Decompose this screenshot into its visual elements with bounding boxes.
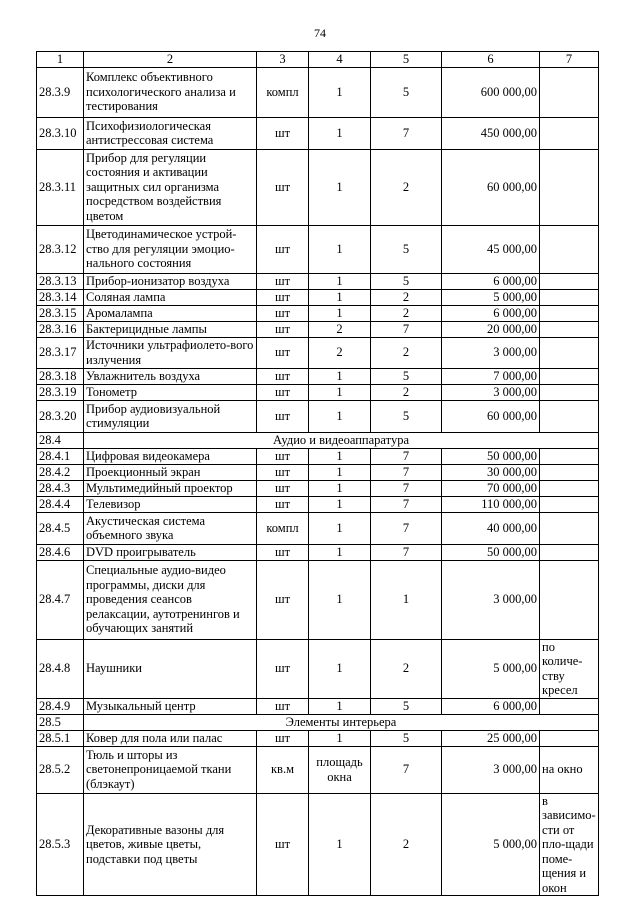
cell-item-name: Тюль и шторы из светонепроницаемой ткани (блэкаут) (84, 746, 257, 793)
cell-unit: шт (257, 289, 309, 305)
cell-quantity: 1 (309, 512, 371, 544)
cell-unit: шт (257, 225, 309, 273)
cell-unit: шт (257, 305, 309, 321)
table-row (37, 305, 599, 321)
cell-item-number: 28.4.5 (37, 512, 84, 544)
cell-item-number: 28.4.4 (37, 496, 84, 512)
table-row (37, 639, 599, 698)
cell-item-name: Увлажнитель воздуха (84, 368, 257, 384)
cell-quantity: 1 (309, 305, 371, 321)
cell-quantity: 1 (309, 67, 371, 117)
cell-note (540, 560, 599, 639)
cell-item-number: 28.3.16 (37, 321, 84, 337)
table-row (37, 321, 599, 337)
cell-unit: шт (257, 321, 309, 337)
table-row (37, 273, 599, 289)
section-title: Аудио и видеоаппаратура (84, 432, 599, 448)
cell-quantity: площадь окна (309, 746, 371, 793)
cell-item-number: 28.4.9 (37, 698, 84, 714)
table-header-row (37, 52, 599, 68)
column-header: 1 (37, 52, 84, 68)
cell-price: 5 000,00 (442, 639, 540, 698)
table-row (37, 225, 599, 273)
cell-service-life: 7 (371, 746, 442, 793)
section-row (37, 432, 599, 448)
cell-price: 3 000,00 (442, 746, 540, 793)
cell-item-name: Цветодинамическое устрой-ство для регуляции эмоцио-нального состояния (84, 225, 257, 273)
section-number: 28.4 (37, 432, 84, 448)
cell-note (540, 149, 599, 225)
cell-unit: шт (257, 698, 309, 714)
cell-price: 3 000,00 (442, 560, 540, 639)
table-row (37, 117, 599, 149)
cell-note: на окно (540, 746, 599, 793)
cell-price: 7 000,00 (442, 368, 540, 384)
cell-note (540, 448, 599, 464)
cell-price: 70 000,00 (442, 480, 540, 496)
table-row (37, 544, 599, 560)
cell-unit: шт (257, 560, 309, 639)
cell-item-number: 28.5.2 (37, 746, 84, 793)
cell-price: 6 000,00 (442, 305, 540, 321)
cell-note (540, 464, 599, 480)
cell-price: 50 000,00 (442, 448, 540, 464)
cell-quantity: 1 (309, 117, 371, 149)
cell-unit: шт (257, 730, 309, 746)
cell-item-name: Соляная лампа (84, 289, 257, 305)
cell-price: 3 000,00 (442, 337, 540, 368)
cell-item-name: Прибор аудиовизуальной стимуляции (84, 400, 257, 432)
cell-service-life: 5 (371, 67, 442, 117)
cell-note (540, 496, 599, 512)
table-row (37, 560, 599, 639)
table-row (37, 448, 599, 464)
cell-unit: шт (257, 496, 309, 512)
cell-item-number: 28.3.12 (37, 225, 84, 273)
cell-service-life: 7 (371, 117, 442, 149)
cell-item-number: 28.3.9 (37, 67, 84, 117)
cell-note (540, 337, 599, 368)
cell-unit: шт (257, 448, 309, 464)
cell-service-life: 5 (371, 730, 442, 746)
cell-note (540, 289, 599, 305)
cell-item-number: 28.3.10 (37, 117, 84, 149)
cell-price: 450 000,00 (442, 117, 540, 149)
cell-service-life: 7 (371, 480, 442, 496)
cell-unit: шт (257, 793, 309, 896)
cell-service-life: 5 (371, 698, 442, 714)
table-row (37, 149, 599, 225)
cell-item-number: 28.5.1 (37, 730, 84, 746)
section-number: 28.5 (37, 714, 84, 730)
table-row (37, 480, 599, 496)
column-header: 7 (540, 52, 599, 68)
column-header: 2 (84, 52, 257, 68)
cell-quantity: 1 (309, 225, 371, 273)
cell-service-life: 5 (371, 273, 442, 289)
table-row (37, 730, 599, 746)
cell-item-name: Цифровая видеокамера (84, 448, 257, 464)
table-row (37, 512, 599, 544)
cell-service-life: 7 (371, 512, 442, 544)
cell-unit: шт (257, 464, 309, 480)
cell-item-name: Тонометр (84, 384, 257, 400)
cell-quantity: 1 (309, 464, 371, 480)
cell-service-life: 7 (371, 496, 442, 512)
cell-item-name: Специальные аудио-видео программы, диски для проведения сеансов релаксации, аутотренингов и обучающих занятий (84, 560, 257, 639)
cell-item-number: 28.3.11 (37, 149, 84, 225)
cell-note (540, 400, 599, 432)
cell-item-number: 28.4.1 (37, 448, 84, 464)
cell-quantity: 1 (309, 639, 371, 698)
cell-service-life: 5 (371, 225, 442, 273)
page-number: 74 (314, 26, 326, 40)
cell-quantity: 1 (309, 448, 371, 464)
cell-item-name: Аромалампа (84, 305, 257, 321)
column-header: 4 (309, 52, 371, 68)
table-row (37, 496, 599, 512)
cell-note (540, 117, 599, 149)
cell-quantity: 1 (309, 384, 371, 400)
cell-unit: шт (257, 337, 309, 368)
cell-item-number: 28.3.20 (37, 400, 84, 432)
cell-quantity: 1 (309, 560, 371, 639)
cell-item-number: 28.4.3 (37, 480, 84, 496)
cell-service-life: 5 (371, 400, 442, 432)
cell-price: 6 000,00 (442, 698, 540, 714)
cell-note: по количе-ству кресел (540, 639, 599, 698)
cell-service-life: 2 (371, 149, 442, 225)
cell-price: 60 000,00 (442, 400, 540, 432)
cell-quantity: 1 (309, 400, 371, 432)
cell-note (540, 305, 599, 321)
cell-note (540, 321, 599, 337)
cell-item-name: Комплекс объективного психологического анализа и тестирования (84, 67, 257, 117)
cell-item-name: Мультимедийный проектор (84, 480, 257, 496)
cell-item-number: 28.4.7 (37, 560, 84, 639)
cell-unit: шт (257, 400, 309, 432)
cell-price: 20 000,00 (442, 321, 540, 337)
cell-quantity: 1 (309, 289, 371, 305)
cell-note: в зависимо-сти от пло-щади поме-щения и окон (540, 793, 599, 896)
table-row (37, 67, 599, 117)
cell-service-life: 2 (371, 337, 442, 368)
cell-note (540, 67, 599, 117)
column-header: 3 (257, 52, 309, 68)
table-body (37, 52, 599, 896)
cell-service-life: 2 (371, 384, 442, 400)
cell-item-number: 28.5.3 (37, 793, 84, 896)
cell-item-number: 28.3.19 (37, 384, 84, 400)
cell-quantity: 1 (309, 730, 371, 746)
cell-quantity: 2 (309, 321, 371, 337)
table-row (37, 464, 599, 480)
cell-service-life: 7 (371, 448, 442, 464)
cell-item-name: DVD проигрыватель (84, 544, 257, 560)
cell-price: 6 000,00 (442, 273, 540, 289)
cell-quantity: 1 (309, 273, 371, 289)
cell-price: 600 000,00 (442, 67, 540, 117)
table-row (37, 793, 599, 896)
cell-price: 110 000,00 (442, 496, 540, 512)
cell-unit: компл (257, 512, 309, 544)
cell-note (540, 273, 599, 289)
cell-note (540, 730, 599, 746)
cell-price: 45 000,00 (442, 225, 540, 273)
cell-price: 3 000,00 (442, 384, 540, 400)
table-row (37, 289, 599, 305)
cell-price: 5 000,00 (442, 289, 540, 305)
cell-item-name: Бактерицидные лампы (84, 321, 257, 337)
cell-note (540, 512, 599, 544)
cell-unit: шт (257, 480, 309, 496)
table-row (37, 384, 599, 400)
cell-item-name: Акустическая система объемного звука (84, 512, 257, 544)
column-header: 5 (371, 52, 442, 68)
table-row (37, 746, 599, 793)
cell-note (540, 544, 599, 560)
cell-price: 5 000,00 (442, 793, 540, 896)
cell-service-life: 1 (371, 560, 442, 639)
cell-note (540, 384, 599, 400)
cell-quantity: 1 (309, 149, 371, 225)
cell-item-number: 28.3.15 (37, 305, 84, 321)
cell-quantity: 1 (309, 368, 371, 384)
cell-item-name: Проекционный экран (84, 464, 257, 480)
cell-quantity: 1 (309, 698, 371, 714)
column-header: 6 (442, 52, 540, 68)
cell-item-number: 28.4.6 (37, 544, 84, 560)
cell-note (540, 698, 599, 714)
cell-unit: шт (257, 544, 309, 560)
cell-service-life: 5 (371, 368, 442, 384)
cell-quantity: 1 (309, 544, 371, 560)
cell-service-life: 7 (371, 321, 442, 337)
cell-quantity: 2 (309, 337, 371, 368)
cell-note (540, 480, 599, 496)
cell-service-life: 7 (371, 464, 442, 480)
section-row (37, 714, 599, 730)
cell-quantity: 1 (309, 480, 371, 496)
cell-unit: компл (257, 67, 309, 117)
cell-item-name: Ковер для пола или палас (84, 730, 257, 746)
cell-item-number: 28.3.17 (37, 337, 84, 368)
cell-unit: шт (257, 273, 309, 289)
cell-price: 30 000,00 (442, 464, 540, 480)
cell-service-life: 7 (371, 544, 442, 560)
cell-service-life: 2 (371, 639, 442, 698)
cell-service-life: 2 (371, 289, 442, 305)
cell-unit: шт (257, 368, 309, 384)
equipment-table (36, 51, 599, 896)
table-row (37, 337, 599, 368)
cell-price: 50 000,00 (442, 544, 540, 560)
cell-service-life: 2 (371, 793, 442, 896)
table-row (37, 698, 599, 714)
cell-unit: кв.м (257, 746, 309, 793)
cell-item-name: Телевизор (84, 496, 257, 512)
cell-item-number: 28.3.14 (37, 289, 84, 305)
table-row (37, 400, 599, 432)
cell-item-number: 28.3.13 (37, 273, 84, 289)
cell-item-name: Наушники (84, 639, 257, 698)
cell-unit: шт (257, 117, 309, 149)
cell-unit: шт (257, 639, 309, 698)
cell-item-number: 28.3.18 (37, 368, 84, 384)
cell-item-name: Психофизиологическая антистрессовая система (84, 117, 257, 149)
section-title: Элементы интерьера (84, 714, 599, 730)
cell-unit: шт (257, 384, 309, 400)
cell-price: 60 000,00 (442, 149, 540, 225)
cell-quantity: 1 (309, 793, 371, 896)
table-row (37, 368, 599, 384)
cell-quantity: 1 (309, 496, 371, 512)
cell-item-name: Прибор для регуляции состояния и активации защитных сил организма посредством воздействия цветом (84, 149, 257, 225)
cell-item-name: Декоративные вазоны для цветов, живые цветы, подставки под цветы (84, 793, 257, 896)
cell-unit: шт (257, 149, 309, 225)
cell-price: 40 000,00 (442, 512, 540, 544)
cell-item-name: Музыкальный центр (84, 698, 257, 714)
cell-note (540, 368, 599, 384)
cell-price: 25 000,00 (442, 730, 540, 746)
cell-item-name: Источники ультрафиолето-вого излучения (84, 337, 257, 368)
cell-item-name: Прибор-ионизатор воздуха (84, 273, 257, 289)
cell-item-number: 28.4.8 (37, 639, 84, 698)
cell-service-life: 2 (371, 305, 442, 321)
cell-item-number: 28.4.2 (37, 464, 84, 480)
cell-note (540, 225, 599, 273)
